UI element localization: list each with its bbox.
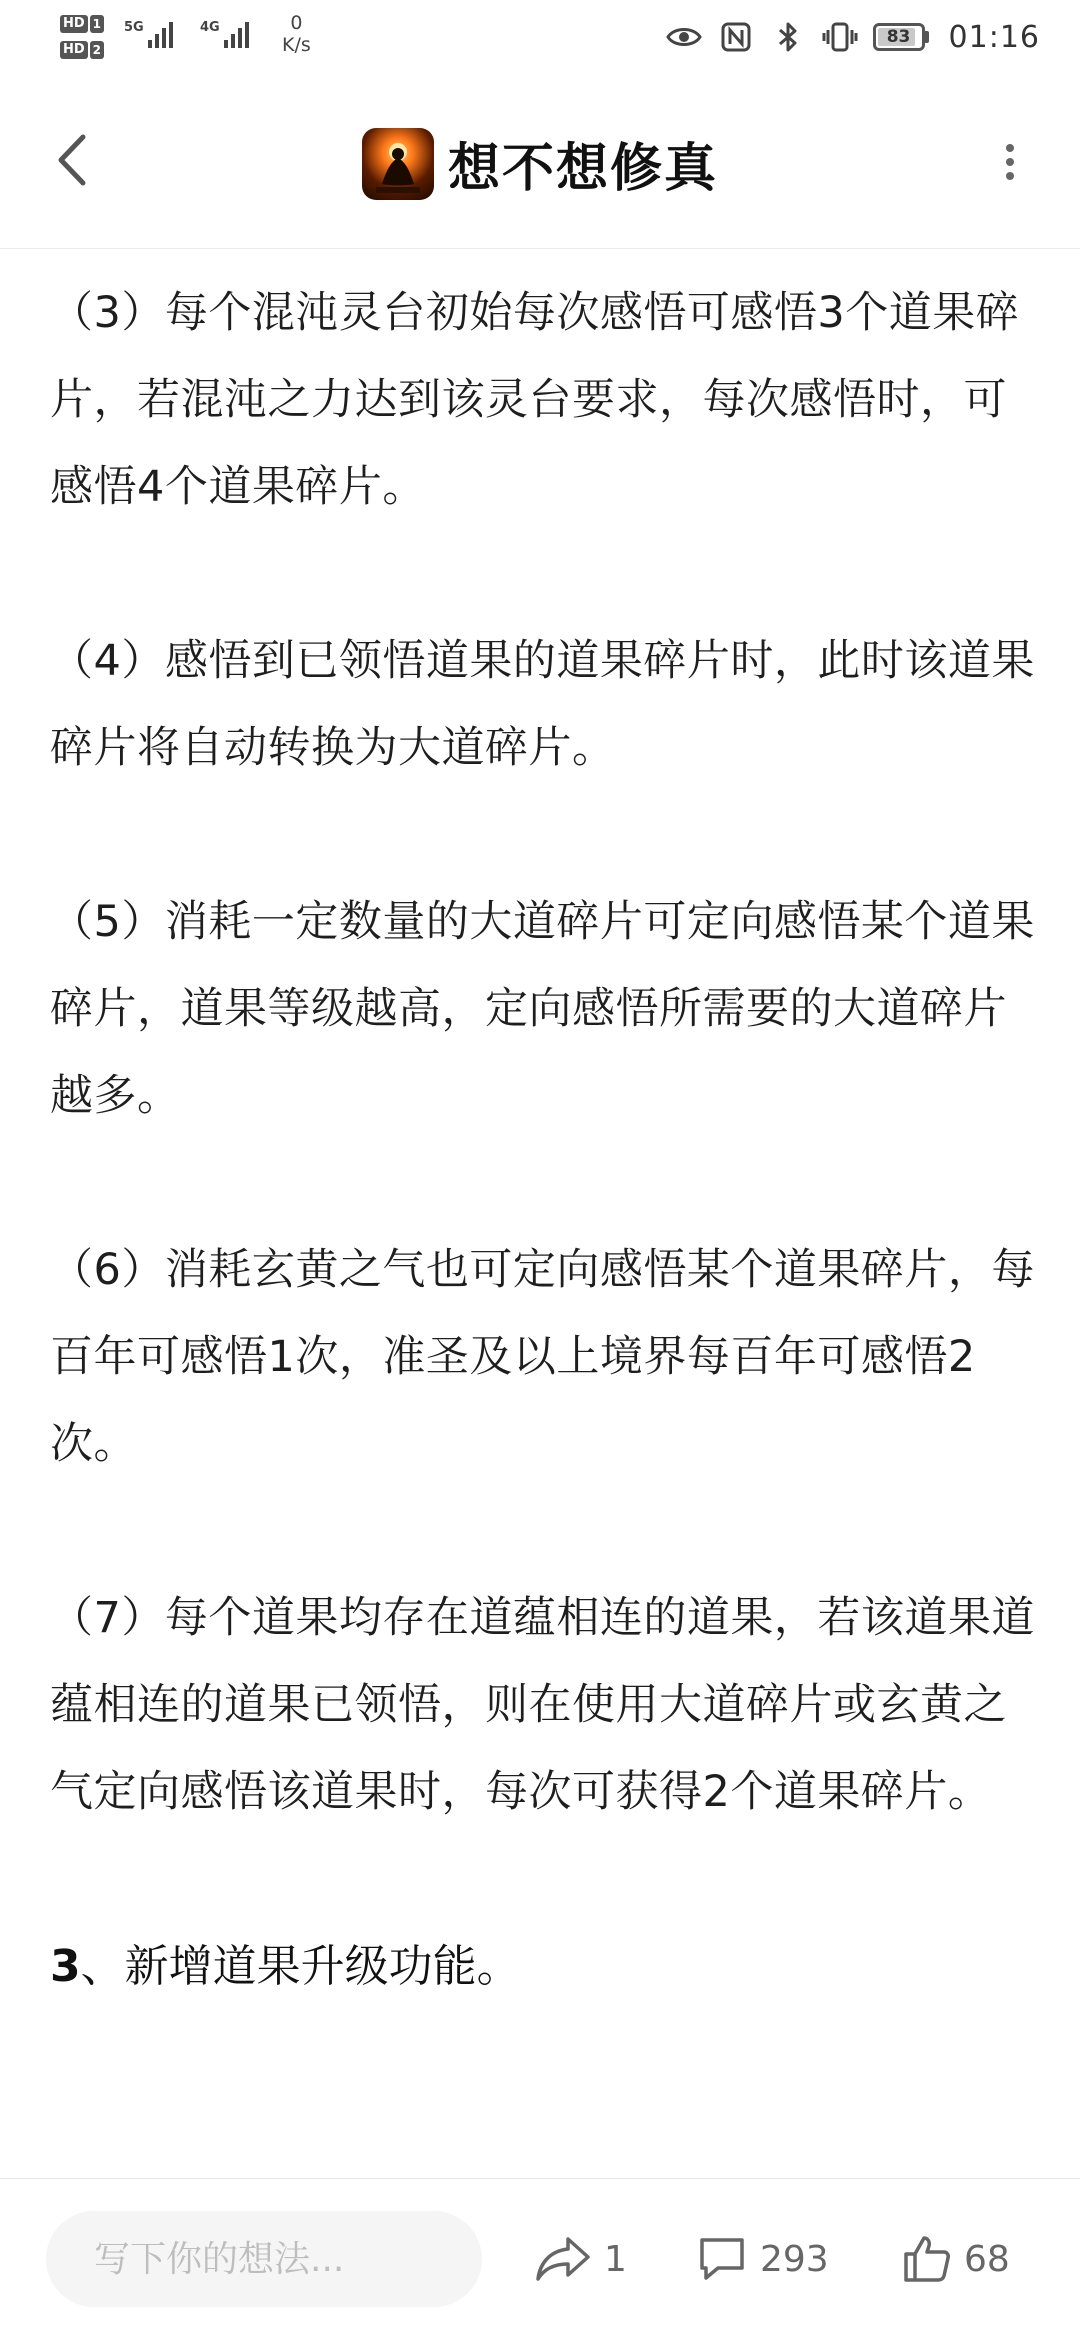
article-paragraph: （7）每个道果均存在道蕴相连的道果，若该道果道蕴相连的道果已领悟，则在使用大道碎片或玄黄之气定向感悟该道果时，每次可获得2个道果碎片。 bbox=[50, 1593, 1035, 1817]
share-icon bbox=[534, 2233, 592, 2285]
hd2-label: HD bbox=[60, 41, 88, 59]
status-time: 01:16 bbox=[948, 19, 1040, 55]
speed-value: 0 bbox=[290, 12, 303, 34]
comment-input[interactable] bbox=[46, 2211, 482, 2307]
section-heading-text: 、新增道果升级功能。 bbox=[80, 1941, 521, 1992]
title-group bbox=[0, 126, 1080, 201]
hd1-indicator bbox=[60, 14, 106, 34]
bottom-action-bar bbox=[0, 2178, 1080, 2341]
article-paragraph: （4）感悟到已领悟道果的道果碎片时，此时该道果碎片将自动转换为大道碎片。 bbox=[50, 636, 1035, 773]
net-type-2: 4G bbox=[200, 20, 220, 35]
comment-icon bbox=[696, 2234, 748, 2284]
article-paragraph: （6）消耗玄黄之气也可定向感悟某个道果碎片，每百年可感悟1次，准圣及以上境界每百年可感悟2次。 bbox=[50, 1245, 1035, 1469]
nfc-icon bbox=[717, 18, 755, 56]
battery-percent: 83 bbox=[886, 27, 911, 47]
more-button[interactable] bbox=[980, 132, 1040, 192]
like-count: 68 bbox=[964, 2238, 1010, 2280]
comments-button[interactable] bbox=[696, 2221, 829, 2297]
network-speed bbox=[282, 12, 311, 56]
article-content bbox=[50, 270, 1040, 2010]
like-button[interactable] bbox=[902, 2221, 1010, 2297]
app-header bbox=[0, 78, 1080, 249]
comment-count: 293 bbox=[760, 2238, 829, 2280]
net-type-1: 5G bbox=[124, 20, 144, 35]
signal-5g bbox=[124, 12, 182, 54]
signal-bars-icon bbox=[224, 22, 249, 48]
share-button[interactable] bbox=[534, 2221, 627, 2297]
hd1-label: HD bbox=[60, 15, 88, 33]
signal-4g bbox=[200, 12, 258, 54]
vibrate-icon bbox=[821, 18, 859, 56]
bluetooth-icon bbox=[769, 18, 807, 56]
more-vertical-icon bbox=[1004, 142, 1016, 182]
article-paragraph: （5）消耗一定数量的大道碎片可定向感悟某个道果碎片，道果等级越高，定向感悟所需要的大道碎片越多。 bbox=[50, 897, 1035, 1121]
eye-icon bbox=[665, 18, 703, 56]
like-icon bbox=[902, 2234, 952, 2284]
article-paragraph: （3）每个混沌灵台初始每次感悟可感悟3个道果碎片，若混沌之力达到该灵台要求，每次感悟时，可感悟4个道果碎片。 bbox=[50, 288, 1020, 512]
status-right bbox=[665, 18, 1040, 56]
hd2-indicator bbox=[60, 40, 106, 60]
battery-icon bbox=[873, 23, 929, 51]
status-left bbox=[60, 12, 311, 60]
section-heading-number: 3 bbox=[50, 1941, 81, 1992]
page-title: 想不想修真 bbox=[447, 139, 718, 199]
signal-bars-icon bbox=[148, 22, 173, 48]
hd-indicators bbox=[60, 14, 106, 60]
hd1-number: 1 bbox=[90, 15, 104, 33]
hd2-number: 2 bbox=[90, 41, 104, 59]
section-heading bbox=[50, 1923, 1040, 2010]
status-bar bbox=[0, 0, 1080, 78]
share-count: 1 bbox=[604, 2238, 627, 2280]
app-logo bbox=[362, 128, 434, 200]
speed-unit: K/s bbox=[282, 34, 311, 56]
